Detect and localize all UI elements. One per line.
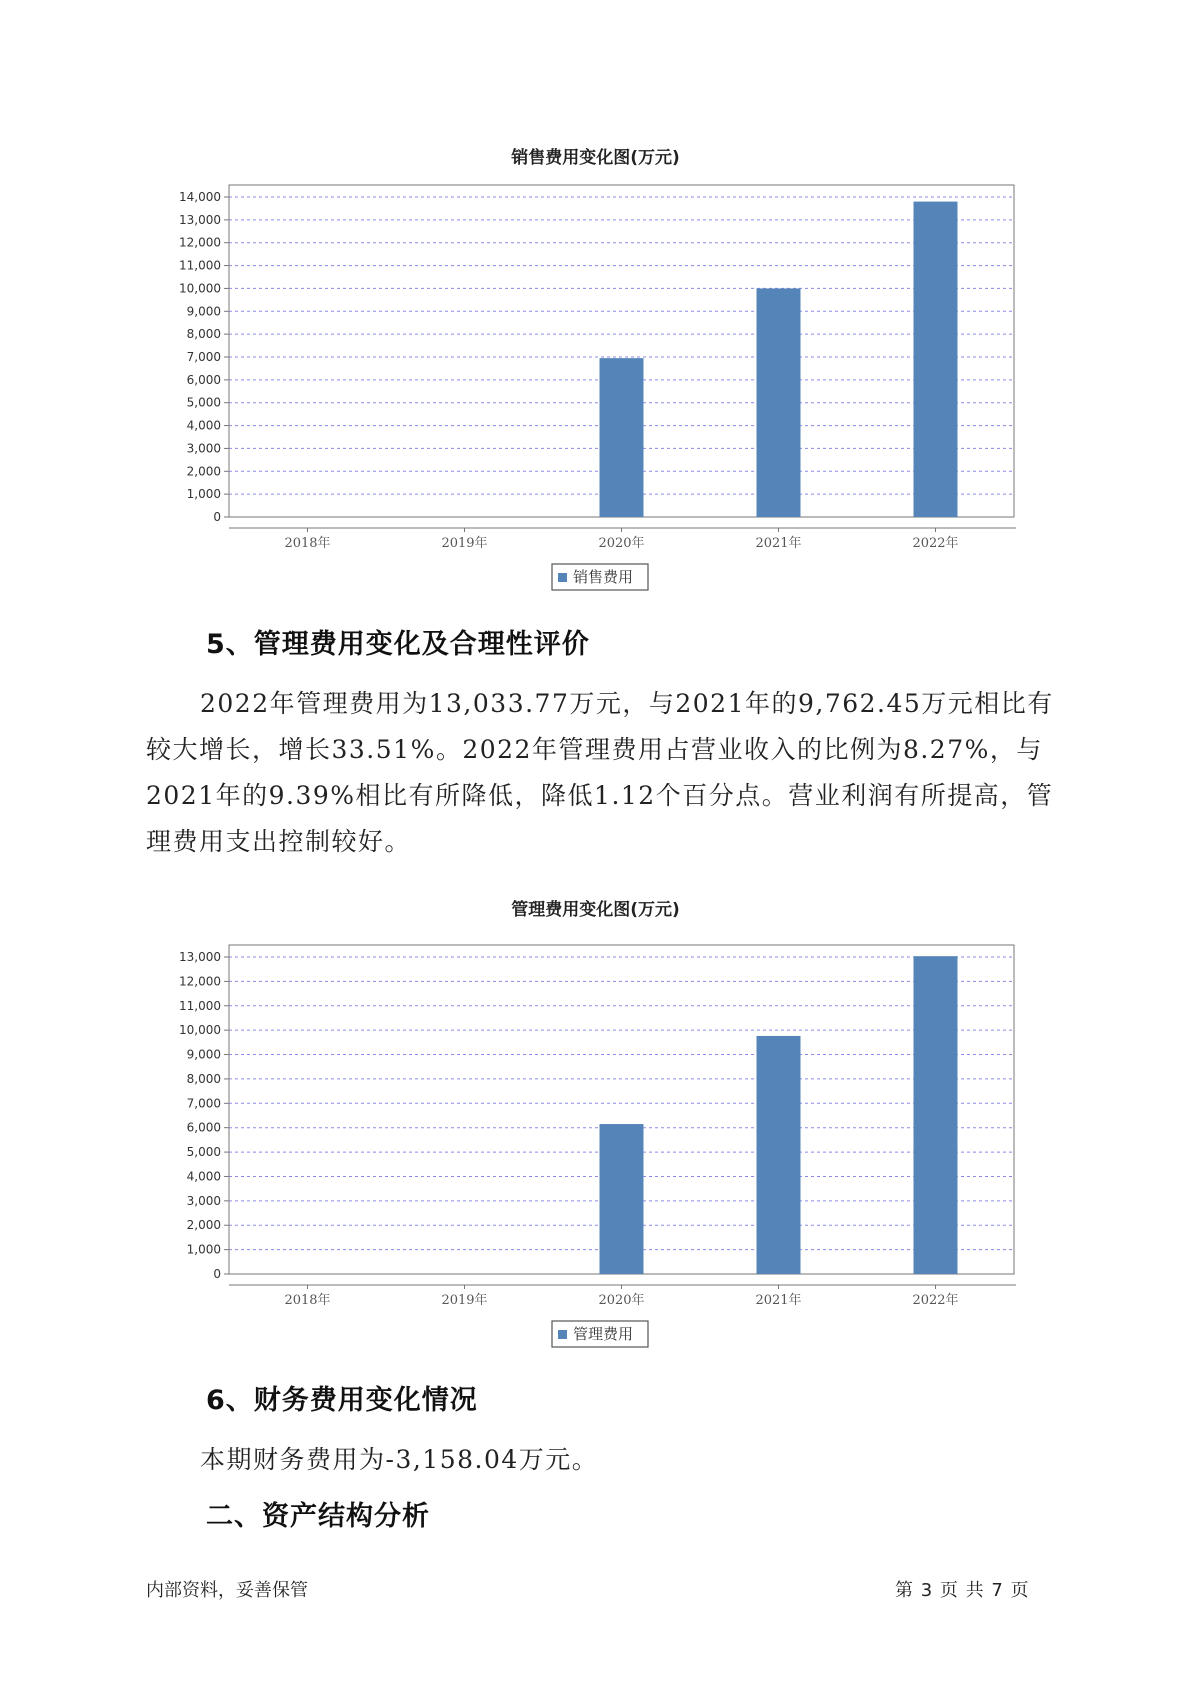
section-5-paragraph: 2022年管理费用为13,033.77万元，与2021年的9,762.45万元相比有较大增长，增长33.51%。2022年管理费用占营业收入的比例为8.27%，与2021年的9.39%相比有所降低，降低1.12个百分点。营业利润有所提高，管理费用支出控制较好。 (146, 689, 1054, 856)
y-tick-label: 8,000 (186, 1071, 221, 1086)
x-tick-label: 2018年 (284, 1293, 331, 1308)
y-tick-label: 13,000 (179, 212, 221, 227)
y-tick-label: 13,000 (179, 950, 221, 964)
y-tick-label: 9,000 (186, 1047, 221, 1062)
section-6-heading: 6、财务费用变化情况 (206, 1385, 478, 1416)
bar-2021年 (757, 288, 801, 517)
y-tick-label: 11,000 (179, 258, 221, 273)
y-tick-label: 14,000 (179, 190, 221, 204)
x-tick-label: 2022年 (912, 536, 959, 551)
section-5-heading: 5、管理费用变化及合理性评价 (206, 629, 590, 660)
bar-2022年 (914, 202, 958, 517)
x-tick-label: 2018年 (284, 536, 331, 551)
y-tick-label: 7,000 (186, 1096, 221, 1111)
footer-confidential-note: 内部资料，妥善保管 (146, 1580, 308, 1601)
asset-structure-heading: 二、资产结构分析 (206, 1501, 430, 1532)
y-tick-label: 3,000 (186, 441, 221, 456)
y-tick-label: 12,000 (179, 974, 221, 989)
legend-label: 管理费用 (573, 1325, 634, 1343)
x-tick-label: 2021年 (755, 1293, 802, 1308)
y-tick-label: 9,000 (186, 304, 221, 319)
y-tick-label: 11,000 (179, 998, 221, 1013)
bar-2021年 (757, 1036, 801, 1274)
y-tick-label: 10,000 (179, 281, 221, 296)
y-tick-label: 4,000 (186, 1169, 221, 1184)
y-tick-label: 6,000 (186, 1120, 221, 1135)
admin-expense-chart (0, 900, 1191, 1343)
y-tick-label: 12,000 (179, 235, 221, 250)
y-tick-label: 6,000 (186, 372, 221, 387)
bar-2020年 (600, 1124, 644, 1274)
x-tick-label: 2021年 (755, 536, 802, 551)
legend-swatch (558, 573, 567, 582)
y-tick-label: 5,000 (186, 1145, 221, 1160)
y-tick-label: 2,000 (186, 464, 221, 479)
y-tick-label: 5,000 (186, 395, 221, 410)
footer-page-number: 第 3 页 共 7 页 (895, 1580, 1030, 1601)
x-tick-label: 2019年 (441, 536, 488, 551)
y-tick-label: 1,000 (186, 487, 221, 502)
y-tick-label: 0 (213, 1267, 221, 1281)
y-tick-label: 0 (213, 510, 221, 524)
y-tick-label: 8,000 (186, 327, 221, 342)
x-tick-label: 2020年 (598, 536, 645, 551)
y-tick-label: 1,000 (186, 1242, 221, 1257)
bar-2020年 (600, 358, 644, 517)
legend-swatch (558, 1330, 567, 1339)
x-tick-label: 2019年 (441, 1293, 488, 1308)
admin-expense-chart-title: 管理费用变化图(万元) (511, 900, 680, 920)
y-tick-label: 4,000 (186, 418, 221, 433)
y-tick-label: 7,000 (186, 350, 221, 364)
y-tick-label: 10,000 (179, 1023, 221, 1038)
y-tick-label: 2,000 (186, 1218, 221, 1233)
sales-expense-chart-title: 销售费用变化图(万元) (511, 148, 680, 168)
x-tick-label: 2020年 (598, 1293, 645, 1308)
section-6-text: 本期财务费用为-3,158.04万元。 (200, 1445, 599, 1474)
x-tick-label: 2022年 (912, 1293, 959, 1308)
legend-label: 销售费用 (573, 568, 634, 586)
bar-2022年 (914, 956, 958, 1274)
y-tick-label: 3,000 (186, 1193, 221, 1208)
sales-expense-chart (0, 150, 1191, 590)
